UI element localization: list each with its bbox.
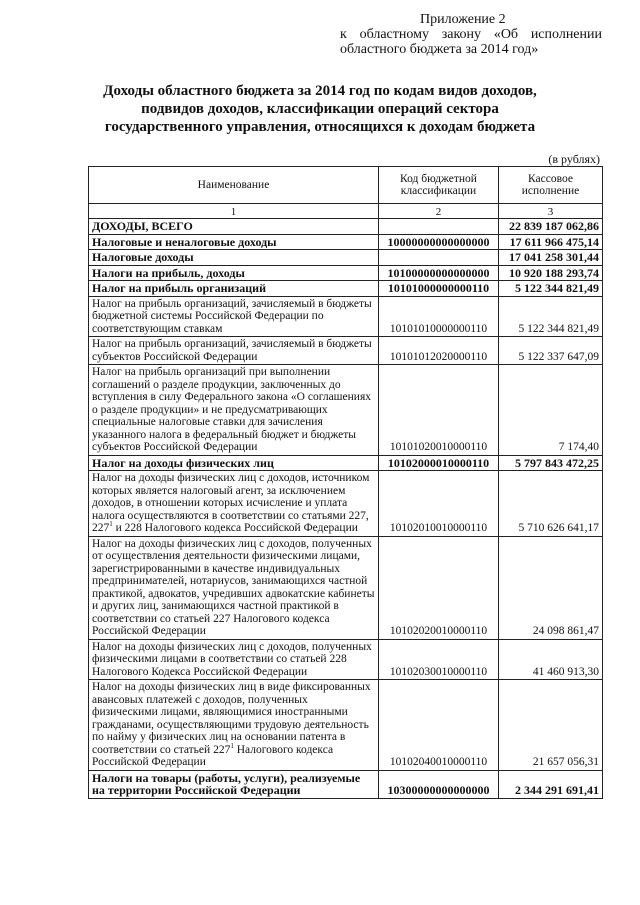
table-row — [89, 536, 603, 639]
appendix-law-title: областного бюджета за 2014 год» — [340, 42, 539, 57]
row-amount: 41 460 913,30 — [499, 639, 603, 680]
appendix-number: Приложение 2 — [420, 12, 506, 27]
column-number: 1 — [89, 204, 379, 219]
table-body — [89, 219, 603, 799]
document-title — [70, 82, 570, 136]
title-line-1: Доходы областного бюджета за 2014 год по кодам видов доходов, — [103, 83, 537, 99]
table-row — [89, 455, 603, 471]
revenue-table — [88, 166, 603, 799]
row-name: Налог на прибыль организаций, зачисляемый в бюджеты субъектов Российской Федерации — [89, 337, 379, 365]
row-code: 10101020010000110 — [379, 365, 499, 456]
row-amount: 5 122 337 647,09 — [499, 337, 603, 365]
row-name: Налог на доходы физических лиц с доходов, полученных от осуществления деятельности физическими лицами, зарегистрированными в качестве индивидуальных предпринимателей, нотариусов, занимающихся частной практикой, адвокатов, учредивших адвокатские кабинеты и других лиц, занимающихся частной практикой в соответствии со статьей 227 Налогового кодекса Российской Федерации — [89, 536, 379, 639]
appendix-header — [340, 12, 602, 57]
row-code: 10101012020000110 — [379, 337, 499, 365]
name-part: и 228 Налогового кодекса Российской Федерации — [112, 522, 358, 534]
table-row — [89, 770, 603, 798]
row-amount: 5 710 626 641,17 — [499, 471, 603, 537]
row-name: Налоговые и неналоговые доходы — [89, 234, 379, 250]
row-amount: 17 041 258 301,44 — [499, 250, 603, 266]
row-code: 10101000000000110 — [379, 281, 499, 297]
row-amount: 5 122 344 821,49 — [499, 296, 603, 337]
row-amount: 21 657 056,31 — [499, 680, 603, 771]
row-amount: 24 098 861,47 — [499, 536, 603, 639]
table-row — [89, 365, 603, 456]
table-row — [89, 639, 603, 680]
row-name: Налог на доходы физических лиц — [89, 455, 379, 471]
row-amount: 2 344 291 691,41 — [499, 770, 603, 798]
header-code: Код бюджетной классификации — [379, 167, 499, 204]
row-name: Налоги на товары (работы, услуги), реализуемые на территории Российской Федерации — [89, 770, 379, 798]
row-name — [89, 680, 379, 771]
row-code: 10102010010000110 — [379, 471, 499, 537]
row-code: 10102000010000110 — [379, 455, 499, 471]
column-number: 3 — [499, 204, 603, 219]
table-row — [89, 250, 603, 266]
table-row — [89, 471, 603, 537]
row-name: Налоги на прибыль, доходы — [89, 265, 379, 281]
table-row — [89, 281, 603, 297]
table-row — [89, 680, 603, 771]
row-amount: 7 174,40 — [499, 365, 603, 456]
table-row — [89, 296, 603, 337]
row-name: ДОХОДЫ, ВСЕГО — [89, 219, 379, 235]
title-line-2: подвидов доходов, классификации операций сектора — [141, 101, 499, 117]
row-name: Налоговые доходы — [89, 250, 379, 266]
row-code: 10100000000000000 — [379, 265, 499, 281]
name-part: Налог на доходы физических лиц с доходов, источником которых является налоговый агент, за исключением доходов, в отношении которых исчисление и уплата налога осуществляются в соответствии со статьями 227, 227 — [92, 472, 370, 534]
column-number: 2 — [379, 204, 499, 219]
row-code: 10102030010000110 — [379, 639, 499, 680]
row-code — [379, 219, 499, 235]
row-code: 10101010000000110 — [379, 296, 499, 337]
row-name: Налог на прибыль организаций при выполнении соглашений о разделе продукции, заключенных до вступления в силу Федерального закона «О соглашениях о разделе продукции» и не предусматривающих специальные налоговые ставки для зачисления указанного налога в федеральный бюджет и бюджеты субъектов Российской Федерации — [89, 365, 379, 456]
row-name — [89, 471, 379, 537]
row-code: 10300000000000000 — [379, 770, 499, 798]
name-part: Налогового кодекса Российской Федерации — [92, 743, 334, 768]
name-superscript: 1 — [109, 520, 113, 529]
table-row — [89, 234, 603, 250]
table-row — [89, 219, 603, 235]
row-amount: 10 920 188 293,74 — [499, 265, 603, 281]
row-name: Налог на доходы физических лиц с доходов, полученных физическими лицами в соответствии со статьей 228 Налогового Кодекса Российской Федерации — [89, 639, 379, 680]
row-name: Налог на прибыль организаций, зачисляемый в бюджеты бюджетной системы Российской Федерации по соответствующим ставкам — [89, 296, 379, 337]
name-superscript: 1 — [230, 741, 234, 750]
title-line-3: государственного управления, относящихся к доходам бюджета — [104, 119, 536, 135]
row-amount: 5 122 344 821,49 — [499, 281, 603, 297]
row-code — [379, 250, 499, 266]
row-amount: 17 611 966 475,14 — [499, 234, 603, 250]
units-label: (в рублях) — [548, 152, 600, 166]
row-code: 10102020010000110 — [379, 536, 499, 639]
row-code: 10102040010000110 — [379, 680, 499, 771]
name-part: Налог на доходы физических лиц в виде фиксированных авансовых платежей с доходов, полученных физическими лицами, являющимися иностранными гражданами, осуществляющими трудовую деятельность по найму у физических лиц на основании патента в соответствии со статьей 227 — [92, 681, 371, 756]
row-amount: 22 839 187 062,86 — [499, 219, 603, 235]
appendix-law-ref: к областному закону «Об исполнении — [340, 27, 602, 42]
table-row — [89, 265, 603, 281]
header-amount: Кассовое исполнение — [499, 167, 603, 204]
table-row — [89, 337, 603, 365]
header-name: Наименование — [89, 167, 379, 204]
row-name: Налог на прибыль организаций — [89, 281, 379, 297]
row-code: 10000000000000000 — [379, 234, 499, 250]
row-amount: 5 797 843 472,25 — [499, 455, 603, 471]
